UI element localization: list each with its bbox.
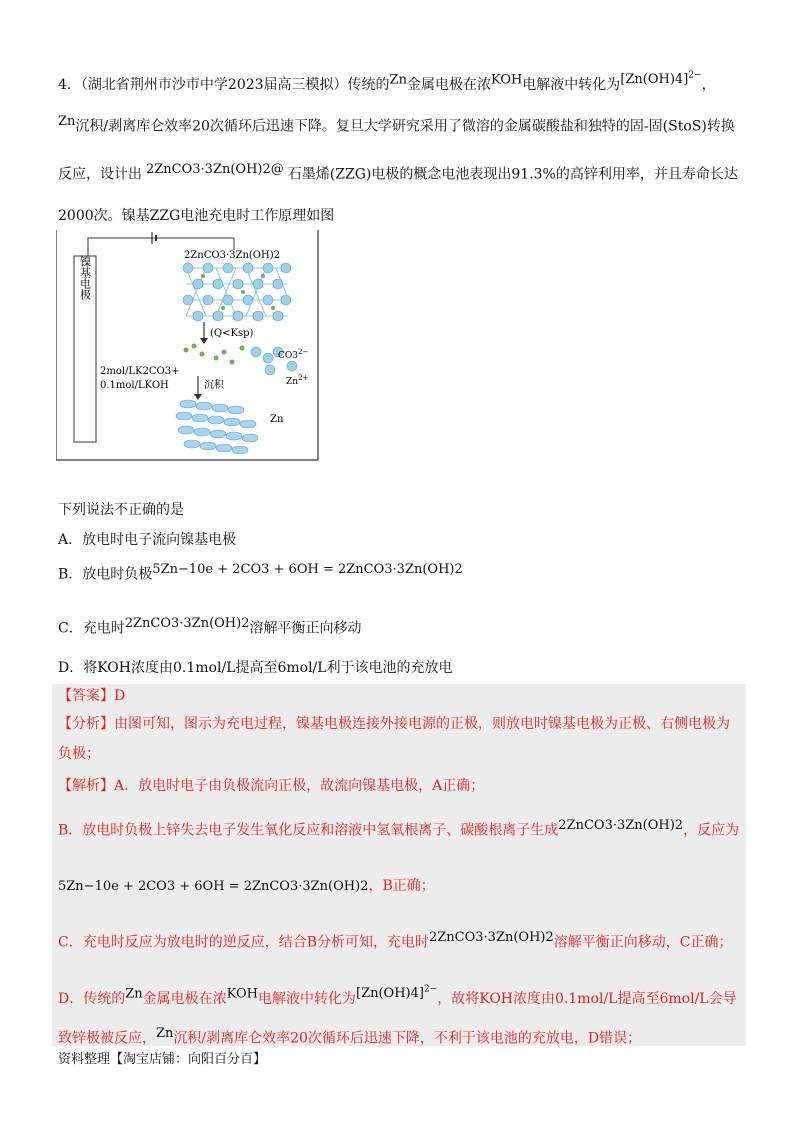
q-ksp-label: (Q<Ksp) xyxy=(210,328,254,339)
explain-text: 沉积/剥离库仑效率20次循环后迅速下降，不利于该电池的充放电，D错误； xyxy=(173,1030,642,1047)
explain-text: D．传统的 xyxy=(58,990,126,1007)
question-text: ， xyxy=(701,76,716,93)
zn-symbol: Zn xyxy=(58,114,76,129)
question-line-2 xyxy=(58,112,735,137)
question-line-4: 2000次。镍基ZZG电池充电时工作原理如图 xyxy=(58,208,335,224)
option-c-tail: 溶解平衡正向移动 xyxy=(249,620,362,637)
option-a: A．放电时电子流向镍基电极 xyxy=(58,532,237,548)
top-formula-label: 2ZnCO3·3Zn(OH)2 xyxy=(184,250,280,261)
question-text: 4．（湖北省荆州市沙市中学2023届高三模拟）传统的 xyxy=(58,76,390,93)
zincate-charge: 2− xyxy=(688,71,702,81)
explain-text: 溶解平衡正向移动，C正确； xyxy=(553,934,733,951)
explain-text: 金属电极在浓 xyxy=(142,990,227,1007)
option-b-label: B．放电时负极 xyxy=(58,566,153,583)
zn-metal-label: Zn xyxy=(270,414,284,425)
explain-b-line-1 xyxy=(58,816,739,841)
option-c-formula: 2ZnCO3·3Zn(OH)2 xyxy=(124,616,250,631)
zinc-deposit xyxy=(176,400,258,454)
option-c-label: C．充电时 xyxy=(58,620,125,637)
question-text: 金属电极在浓 xyxy=(406,76,491,93)
option-b xyxy=(58,560,463,585)
explain-text: ，反应为 xyxy=(683,822,740,839)
electrolyte-line-1: 2mol/LK2CO3+ xyxy=(100,366,180,377)
footer-source: 资料整理【淘宝店铺：向阳百分百】 xyxy=(58,1052,267,1067)
question-text: 沉积/剥离库仑效率20次循环后迅速下降。复旦大学研究采用了微溶的金属碳酸盐和独特的固-固(StoS)转换 xyxy=(75,118,735,135)
explain-text: 电解液中转化为 xyxy=(258,990,356,1007)
explain-b-formula: 2ZnCO3·3Zn(OH)2 xyxy=(558,818,684,833)
analysis-line-1: 【分析】由图可知，图示为充电过程，镍基电极连接外接电源的正极，则放电时镍基电极为正极、右侧电极为 xyxy=(58,716,730,732)
answer-line: 【答案】D xyxy=(58,688,126,704)
question-text: 石墨烯(ZZG)电极的概念电池表现出91.3%的高锌利用率，并且寿命长达 xyxy=(287,166,738,183)
zn-symbol: Zn xyxy=(389,72,407,88)
explain-text: 致锌极被反应， xyxy=(58,1030,156,1047)
option-b-equation: 5Zn−10e + 2CO3 + 6OH = 2ZnCO3·3Zn(OH)2 xyxy=(152,562,463,577)
explain-text: ，B正确； xyxy=(368,878,435,894)
zincate-formula xyxy=(356,986,437,1001)
carbonate-label: $CO3^{2-}$ xyxy=(278,348,309,361)
explain-d-line-1 xyxy=(58,980,737,1009)
zincate-text: [Zn(OH)4] xyxy=(620,72,689,88)
zincate-formula xyxy=(620,72,701,87)
option-d: D．将KOH浓度由0.1mol/L提高至6mol/L利于该电池的充放电 xyxy=(58,660,453,676)
explain-text: ，故将KOH浓度由0.1mol/L提高至6mol/L会导 xyxy=(437,990,737,1007)
explain-c xyxy=(58,928,733,953)
analysis-line-2: 负极； xyxy=(58,746,100,762)
deposit-label: 沉积 xyxy=(204,380,224,391)
explain-c-formula: 2ZnCO3·3Zn(OH)2 xyxy=(429,930,554,945)
zincate-text: [Zn(OH)4] xyxy=(356,986,424,1002)
question-text: 反应，设计出 xyxy=(58,166,142,183)
zn-symbol: Zn xyxy=(125,986,143,1002)
question-line-1 xyxy=(58,66,716,95)
battery-diagram xyxy=(56,228,326,468)
koh-symbol: KOH xyxy=(490,72,523,88)
zn-symbol: Zn xyxy=(156,1026,174,1041)
explain-a: 【解析】A．放电时电子由负极流向正极，故流向镍基电极，A正确； xyxy=(58,778,485,794)
explain-b-line-2 xyxy=(58,876,435,897)
zzg-formula: 2ZnCO3·3Zn(OH)2@ xyxy=(146,162,284,177)
question-text: 电解液中转化为 xyxy=(522,76,621,93)
electrolyte-line-2: 0.1mol/LKOH xyxy=(100,380,169,391)
question-line-3 xyxy=(58,160,738,185)
koh-symbol: KOH xyxy=(226,986,258,1002)
question-prompt: 下列说法不正确的是 xyxy=(58,502,184,518)
zincate-charge: 2− xyxy=(423,985,438,995)
explain-b-equation: 5Zn−10e + 2CO3 + 6OH = 2ZnCO3·3Zn(OH)2 xyxy=(58,879,369,894)
electrode-label: 镍基电极 xyxy=(78,256,92,300)
option-c xyxy=(58,614,362,639)
zinc-ion-label: $Zn^{2+}$ xyxy=(286,374,309,387)
lattice-atoms xyxy=(183,263,291,321)
explain-text: C．充电时反应为放电时的逆反应，结合B分析可知，充电时 xyxy=(58,934,429,951)
explain-d-line-2 xyxy=(58,1024,641,1049)
explain-text: B．放电时负极上锌失去电子发生氧化反应和溶液中氢氧根离子、碳酸根离子生成 xyxy=(58,822,559,839)
carbonate-ions xyxy=(184,344,245,365)
